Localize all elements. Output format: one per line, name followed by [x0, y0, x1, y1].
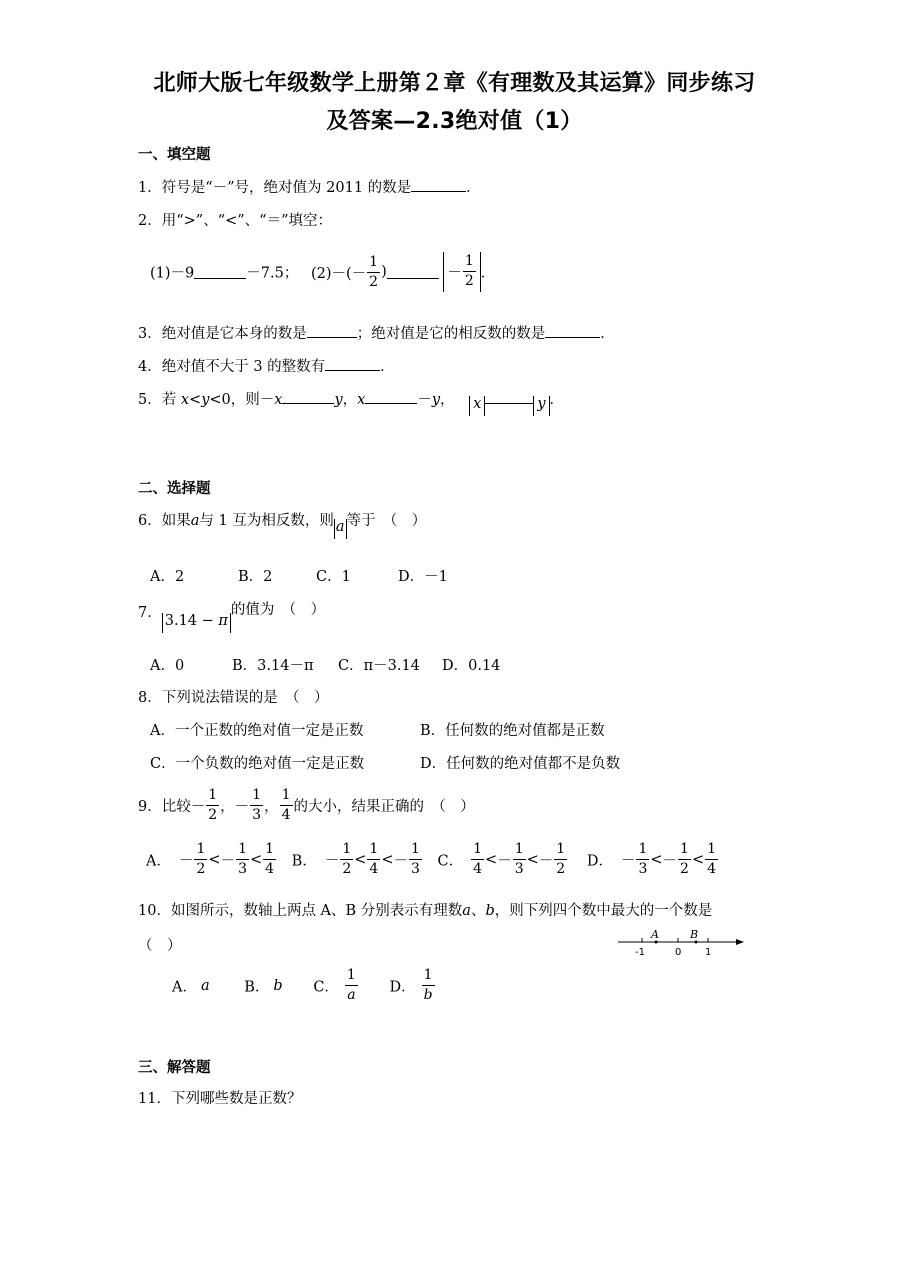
- fraction-one-half: $\frac{1}{2}$: [369, 253, 379, 290]
- q8-option-b: B．任何数的绝对值都是正数: [420, 723, 605, 739]
- question-10: 10．如图所示，数轴上两点 A、B 分别表示有理数a、b，则下列四个数中最大的一个数是: [138, 903, 713, 919]
- q10-option-a: A． a: [172, 977, 210, 995]
- q7-option-d: D．0.14: [442, 658, 501, 674]
- absolute-value-bars: － $\frac{1}{2}$: [443, 252, 480, 292]
- question-2-parts: (1)－9 －7.5； (2)－(－ $\frac{1}{2}$ ) － $\frac{1}{2}$ ．: [150, 252, 495, 298]
- q10-paren: （ ）: [138, 938, 182, 954]
- point-b-label: B: [690, 928, 699, 941]
- q7-option-b: B．3.14－π: [232, 658, 314, 674]
- section-heading-fill-in: 一、填空题: [138, 147, 211, 163]
- question-9: 9．比较－ $\frac{1}{2}$ ，－ $\frac{1}{3}$ ， $\frac{1}{4}$ 的大小，结果正确的 （ ）: [138, 787, 475, 823]
- q7-option-a: A．0: [150, 658, 185, 674]
- question-7: 7． 3.14 − π的值为 （ ）: [138, 598, 325, 633]
- q1-text: 1．符号是“－”号，绝对值为 2011 的数是: [138, 180, 412, 196]
- q9-option-c: C． $\frac{1}{4}$ <－ $\frac{1}{3}$ <－ $\frac{1}{2}$: [437, 841, 566, 877]
- q9-option-b: B． － $\frac{1}{2}$ < $\frac{1}{4}$ <－ $\frac{1}{3}$: [291, 841, 420, 877]
- abs-y: y: [533, 396, 549, 416]
- q7-option-c: C．π－3.14: [338, 658, 420, 674]
- q6-option-b: B．2: [238, 569, 273, 585]
- q8-option-d: D．任何数的绝对值都不是负数: [420, 756, 621, 772]
- abs-x: x: [469, 396, 485, 416]
- q10-options: [172, 966, 436, 1008]
- question-3: 3．绝对值是它本身的数是 ；绝对值是它的相反数的数是 ．: [138, 326, 615, 342]
- title-line-1: 北师大版七年级数学上册第２章《有理数及其运算》同步练习: [153, 71, 756, 96]
- q6-option-d: D．－1: [398, 569, 448, 585]
- q9-options: [146, 840, 719, 882]
- number-line-figure: [616, 926, 746, 960]
- q9-option-a: A． － $\frac{1}{2}$ <－ $\frac{1}{3}$ < $\frac{1}{4}$: [146, 841, 275, 877]
- question-11: 11．下列哪些数是正数？: [138, 1091, 302, 1107]
- tick-label-1: 1: [705, 947, 712, 958]
- tick-label-neg1: -1: [635, 947, 645, 958]
- question-2: 2．用“>”、“<”、“＝”填空：: [138, 213, 333, 229]
- question-1: 1．符号是“－”号，绝对值为 2011 的数是 ．: [138, 180, 481, 196]
- point-a-label: A: [651, 928, 659, 941]
- title-line-2: 及答案—2.3绝对值（1）: [326, 109, 583, 134]
- q10-option-c: C． $\frac{1}{a}$: [313, 967, 356, 1003]
- q8-option-c: C．一个负数的绝对值一定是正数: [150, 756, 365, 772]
- q1-blank: [411, 178, 466, 192]
- q6-option-c: C．1: [316, 569, 351, 585]
- question-8: 8．下列说法错误的是 （ ）: [138, 690, 329, 706]
- tick-label-0: 0: [675, 947, 682, 958]
- question-4: 4．绝对值不大于 3 的整数有 ．: [138, 359, 395, 375]
- q10-option-b: B． b: [244, 977, 283, 995]
- q8-option-a: A．一个正数的绝对值一定是正数: [150, 723, 364, 739]
- question-5: 5．若 x<y<0，则－x y，x －y， x y ．: [138, 388, 564, 424]
- section-heading-multiple-choice: 二、选择题: [138, 481, 211, 497]
- question-6: 6．如果a与 1 互为相反数，则 a 等于 （ ）: [138, 509, 426, 539]
- q6-option-a: A．2: [150, 569, 185, 585]
- q9-option-d: D． － $\frac{1}{3}$ <－ $\frac{1}{2}$ < $\frac{1}{4}$: [586, 841, 717, 877]
- section-heading-answer: 三、解答题: [138, 1060, 211, 1076]
- q10-option-d: D． $\frac{1}{b}$: [389, 967, 433, 1003]
